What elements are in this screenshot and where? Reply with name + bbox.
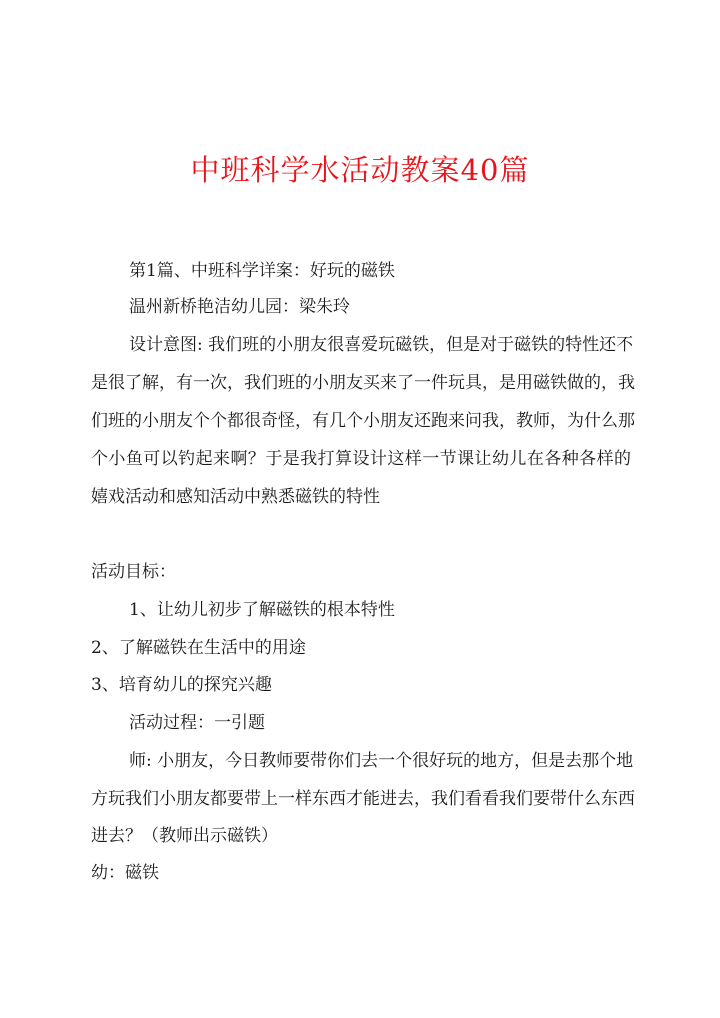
document-title: 中班科学水活动教案40篇 xyxy=(190,153,530,187)
paragraph-line: 师: 小朋友，今日教师要带你们去一个很好玩的地方，但是去那个地 xyxy=(129,751,634,771)
paragraph-line: 们班的小朋友个个都很奇怪，有几个小朋友还跑来问我，教师，为什么那 xyxy=(91,411,635,431)
paragraph-line: 个小鱼可以钓起来啊？于是我打算设计这样一节课让幼儿在各种各样的 xyxy=(91,449,631,469)
paragraph-line: 方玩我们小朋友都要带上一样东西才能进去，我们看看我们要带什么东西 xyxy=(91,789,635,809)
section-heading-process: 活动过程：一引题 xyxy=(129,713,265,733)
goal-item: 2、了解磁铁在生活中的用途 xyxy=(91,638,306,658)
goal-item: 3、培育幼儿的探究兴趣 xyxy=(91,675,272,695)
article-heading: 第1篇、中班科学详案：好玩的磁铁 xyxy=(129,261,395,281)
author-line: 温州新桥艳洁幼儿园：梁朱玲 xyxy=(129,297,350,317)
paragraph-line: 进去？（教师出示磁铁） xyxy=(91,826,278,846)
paragraph-line: 幼：磁铁 xyxy=(91,863,159,883)
paragraph-line: 是很了解，有一次，我们班的小朋友买来了一件玩具，是用磁铁做的，我 xyxy=(91,373,635,393)
paragraph-line: 设计意图: 我们班的小朋友很喜爱玩磁铁，但是对于磁铁的特性还不 xyxy=(129,335,634,355)
section-heading-goals: 活动目标： xyxy=(91,562,176,582)
paragraph-line: 嬉戏活动和感知活动中熟悉磁铁的特性 xyxy=(91,487,380,507)
goal-item: 1、让幼儿初步了解磁铁的根本特性 xyxy=(129,600,395,620)
